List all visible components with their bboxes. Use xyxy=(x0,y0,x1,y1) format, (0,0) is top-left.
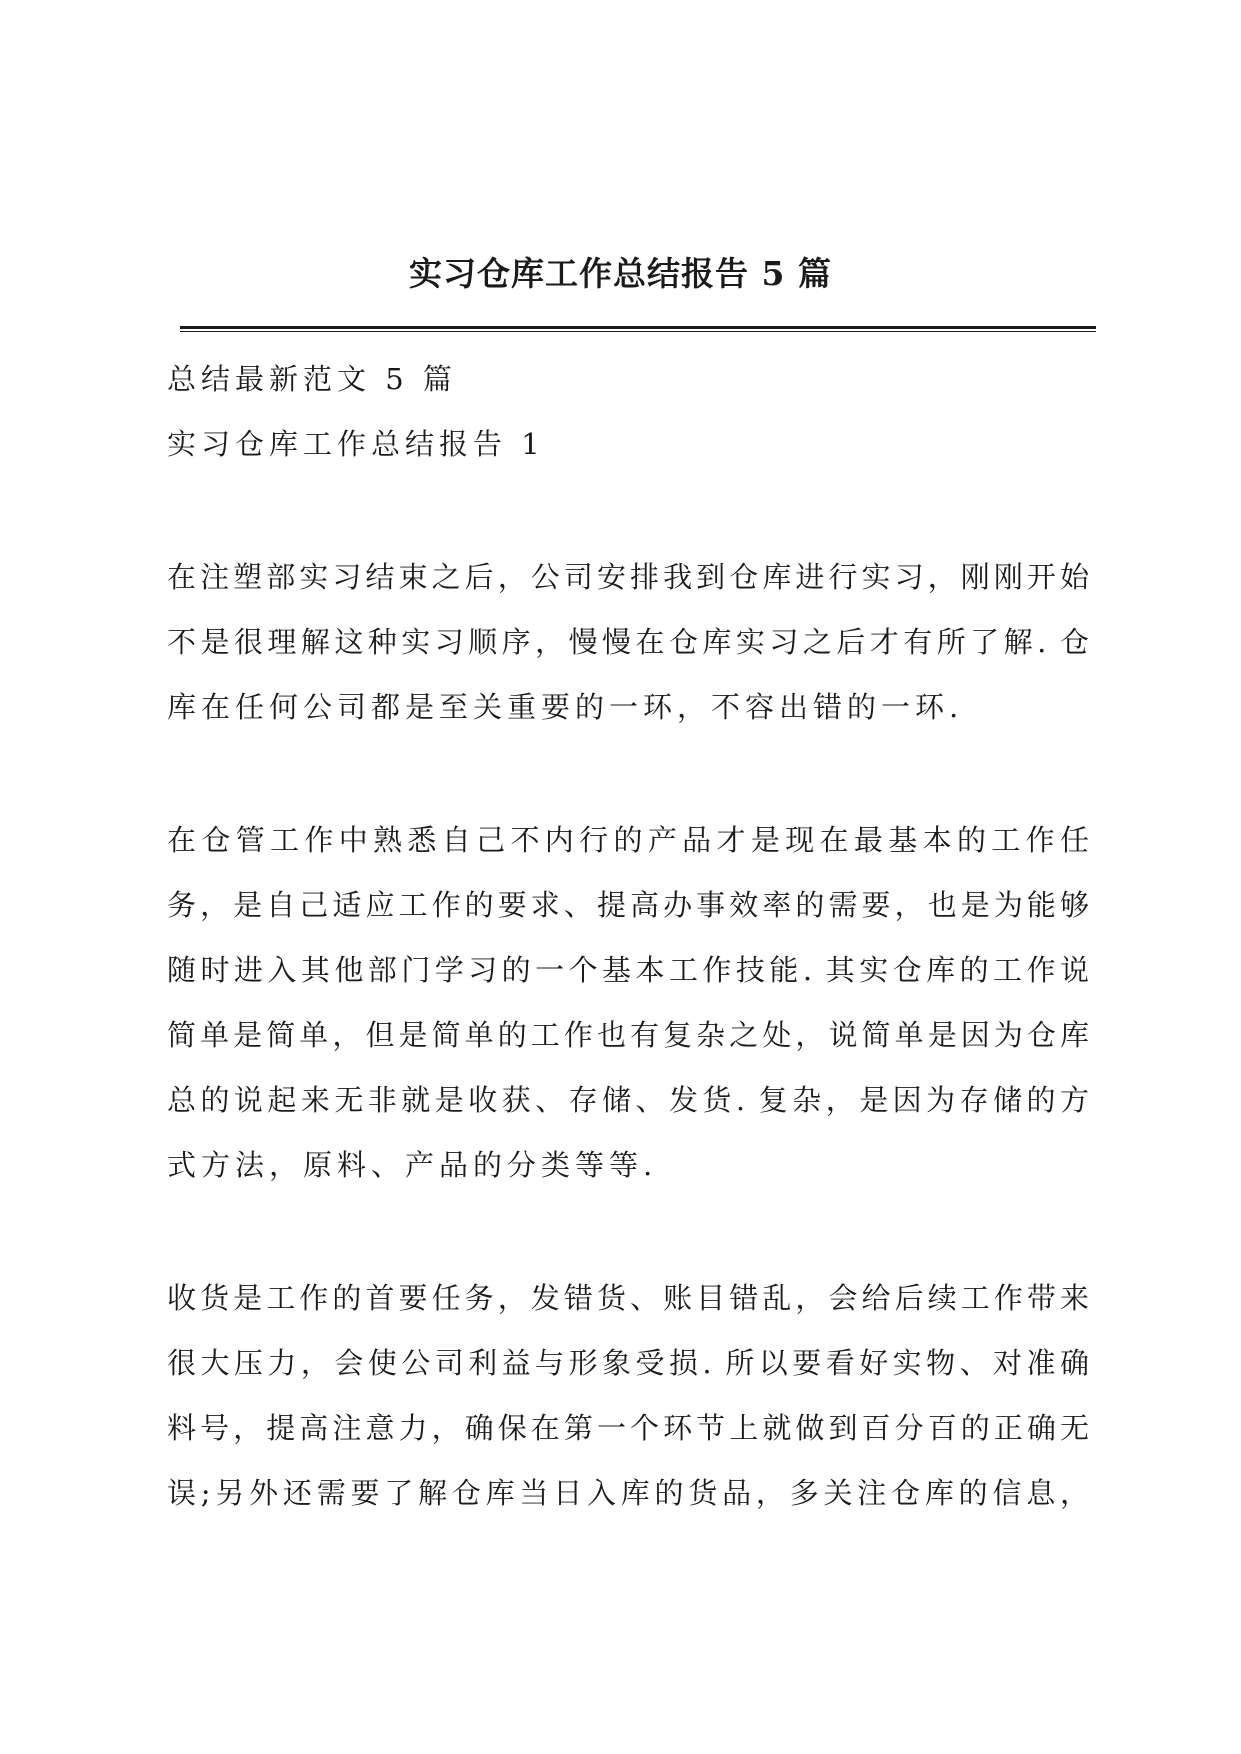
title-divider xyxy=(180,326,1096,332)
section-heading: 实习仓库工作总结报告 1 xyxy=(167,427,545,461)
paragraph-line: 式方法，原料、产品的分类等等. xyxy=(167,1148,658,1182)
paragraph-line: 总的说起来无非就是收获、存储、发货. 复杂，是因为存储的方 xyxy=(167,1083,1089,1117)
divider-thin-line xyxy=(180,331,1096,332)
paragraph-line: 在仓管工作中熟悉自己不内行的产品才是现在最基本的工作任 xyxy=(167,823,1089,857)
paragraph-line: 库在任何公司都是至关重要的一环，不容出错的一环. xyxy=(167,690,964,724)
paragraph-line: 务，是自己适应工作的要求、提高办事效率的需要，也是为能够 xyxy=(167,888,1089,922)
paragraph-line: 很大压力，会使公司利益与形象受损. 所以要看好实物、对准确 xyxy=(167,1346,1089,1380)
paragraph-line: 收货是工作的首要任务，发错货、账目错乱，会给后续工作带来 xyxy=(167,1281,1089,1315)
document-title: 实习仓库工作总结报告 5 篇 xyxy=(409,254,832,293)
paragraph-line: 简单是简单，但是简单的工作也有复杂之处，说简单是因为仓库 xyxy=(167,1018,1089,1052)
paragraph-line: 在注塑部实习结束之后，公司安排我到仓库进行实习，刚刚开始 xyxy=(167,560,1089,594)
paragraph-line: 不是很理解这种实习顺序，慢慢在仓库实习之后才有所了解. 仓 xyxy=(167,625,1089,659)
document-subtitle: 总结最新范文 5 篇 xyxy=(167,362,457,396)
divider-thick-line xyxy=(180,326,1096,329)
paragraph-line: 随时进入其他部门学习的一个基本工作技能. 其实仓库的工作说 xyxy=(167,953,1089,987)
paragraph-line: 料号，提高注意力，确保在第一个环节上就做到百分百的正确无 xyxy=(167,1411,1089,1445)
paragraph-line: 误;另外还需要了解仓库当日入库的货品，多关注仓库的信息， xyxy=(167,1476,1089,1510)
